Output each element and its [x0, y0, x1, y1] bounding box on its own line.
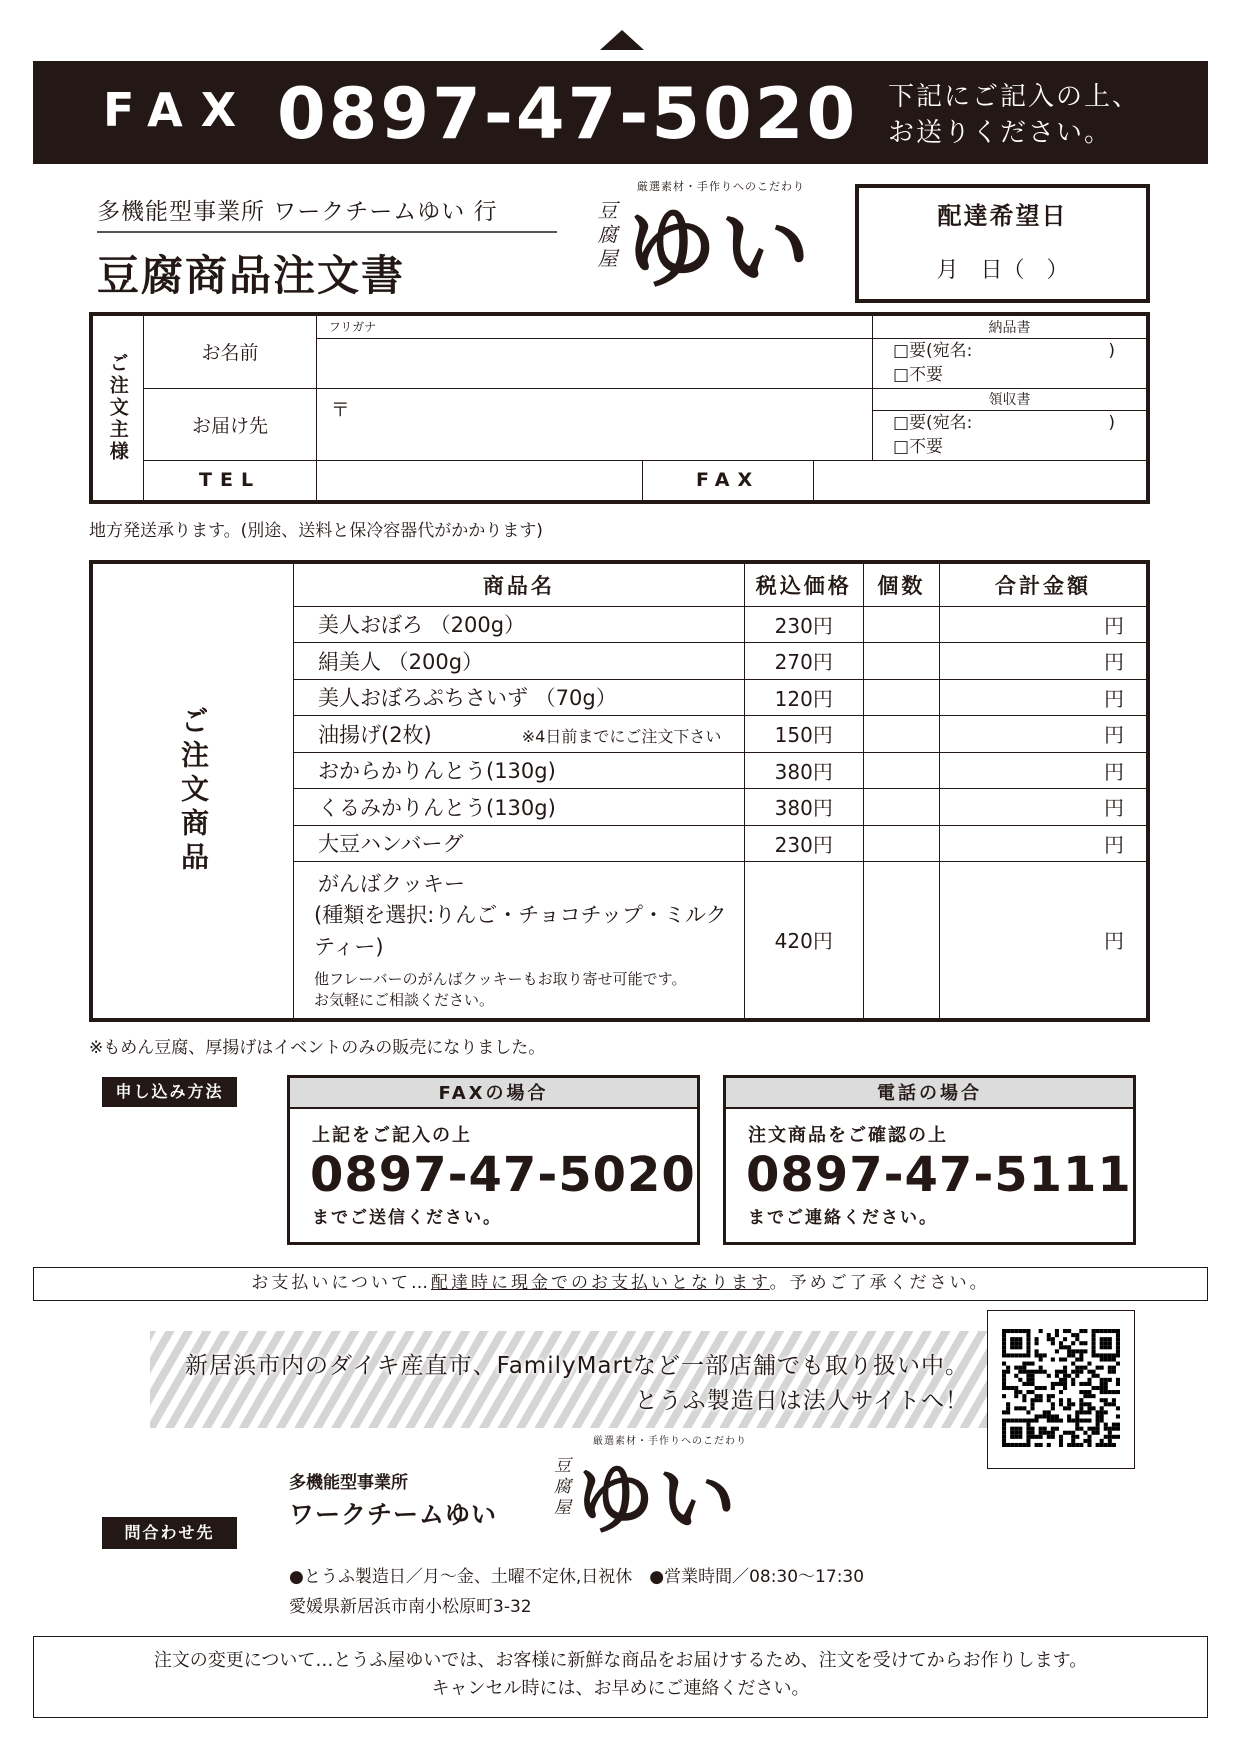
cookie-cell [294, 862, 745, 1020]
product-price: 120円 [744, 679, 863, 716]
phone-order-line: までご連絡ください。 [748, 1208, 938, 1228]
delivery-title: 配達希望日 [937, 202, 1068, 230]
name-label: お名前 [144, 314, 316, 388]
product-price: 150円 [744, 716, 863, 753]
product-side-label: ご注文商品 [91, 562, 294, 1020]
store-banner [150, 1331, 987, 1428]
logo-tagline: 厳選素材・手作りへのこだわり [637, 180, 805, 193]
payment-emphasis: 配達時に現金でのお支払いとなります [431, 1273, 770, 1293]
addressee: 多機能型事業所 ワークチームゆい 行 [97, 199, 498, 225]
page-title: 豆腐商品注文書 [97, 251, 406, 300]
phone-order-number: 0897-47-5111 [746, 1147, 1132, 1203]
total-field[interactable]: 円 [940, 752, 1148, 789]
invoice-need-checkbox[interactable]: □要(宛名: ) [892, 341, 1115, 361]
product-price: 230円 [744, 606, 863, 643]
logo-name: ゆい [626, 195, 814, 301]
product-price: 270円 [744, 643, 863, 680]
shop-logo [592, 180, 832, 302]
fax-field[interactable] [814, 460, 1148, 502]
total-field[interactable]: 円 [940, 862, 1148, 1020]
org-name: ワークチームゆい [289, 1500, 498, 1529]
fax-message [888, 79, 1140, 151]
fax-label: FAX [103, 83, 255, 137]
product-name: 絹美人 （200g） [294, 643, 745, 680]
header-product-name: 商品名 [294, 562, 745, 606]
tel-label: TEL [144, 460, 316, 502]
product-price: 380円 [744, 752, 863, 789]
contact-address: 愛媛県新居浜市南小松原町3-32 [289, 1597, 532, 1617]
footer-line: 注文の変更について…とうふ屋ゆいでは、お客様に新鮮な商品をお届けするため、注文を受けてからお作りします。 [153, 1650, 1088, 1671]
customer-side-label: ご注文主様 [91, 314, 144, 502]
phone-order-title: 電話の場合 [726, 1078, 1133, 1109]
product-name: 大豆ハンバーグ [294, 825, 745, 862]
address-field[interactable]: 〒 [316, 388, 872, 460]
qr-code[interactable] [987, 1310, 1135, 1469]
payment-note [33, 1267, 1208, 1301]
business-hours: ●とうふ製造日／月～金、土曜不定休,日祝休 ●営業時間／08:30～17:30 [289, 1567, 865, 1587]
order-method-label: 申し込み方法 [102, 1077, 237, 1107]
shop-logo-footer [548, 1436, 768, 1552]
fax-order-title: FAXの場合 [290, 1078, 697, 1109]
phone-order-line: 注文商品をご確認の上 [748, 1125, 948, 1146]
receipt-options[interactable] [872, 410, 1148, 460]
fax-order-box [287, 1075, 700, 1245]
order-change-note [33, 1636, 1208, 1718]
fax-order-line: までご送信ください。 [312, 1208, 502, 1228]
invoice-options[interactable] [872, 338, 1148, 388]
name-field[interactable] [316, 338, 872, 388]
discontinued-note: ※もめん豆腐、厚揚げはイベントのみの販売になりました。 [89, 1038, 546, 1058]
receipt-label: 領収書 [872, 388, 1148, 410]
quantity-field[interactable] [863, 789, 939, 826]
quantity-field[interactable] [863, 679, 939, 716]
product-name: がんばクッキー [318, 871, 465, 896]
product-name: くるみかりんとう(130g) [294, 789, 745, 826]
total-field[interactable]: 円 [940, 679, 1148, 716]
product-price: 420円 [744, 862, 863, 1020]
quantity-field[interactable] [863, 716, 939, 753]
quantity-field[interactable] [863, 752, 939, 789]
header-total: 合計金額 [940, 562, 1148, 606]
total-field[interactable]: 円 [940, 716, 1148, 753]
quantity-field[interactable] [863, 825, 939, 862]
store-line: 新居浜市内のダイキ産直市、FamilyMartなど一部店舗でも取り扱い中。 [185, 1353, 969, 1379]
address-label: お届け先 [144, 388, 316, 460]
receipt-need-checkbox[interactable]: □要(宛名: ) [892, 413, 1115, 433]
product-name: 美人おぼろ （200g） [294, 606, 745, 643]
logo-shop: 豆腐屋 [594, 200, 618, 272]
logo-name: ゆい [576, 1454, 741, 1545]
delivery-date-field[interactable]: 月 日（ ） [936, 258, 1069, 283]
store-line: とうふ製造日は法人サイトへ！ [634, 1388, 969, 1414]
product-name: おからかりんとう(130g) [294, 752, 745, 789]
header-price: 税込価格 [744, 562, 863, 606]
total-field[interactable]: 円 [940, 606, 1148, 643]
product-name: 油揚げ(2枚) [318, 722, 432, 747]
total-field[interactable]: 円 [940, 643, 1148, 680]
fax-banner [33, 61, 1208, 164]
shipping-note: 地方発送承ります。(別途、送料と保冷容器代がかかります) [89, 521, 543, 541]
divider [97, 231, 557, 233]
fax-number: 0897-47-5020 [277, 73, 859, 155]
qr-code-icon [1002, 1329, 1120, 1447]
product-table [89, 560, 1150, 1022]
fax-message-line: 下記にご記入の上、 [888, 82, 1141, 112]
cookie-note: 他フレーバーのがんばクッキーもお取り寄せ可能です。 [314, 970, 687, 988]
logo-tagline: 厳選素材・手作りへのこだわり [593, 1436, 747, 1447]
payment-prefix: お支払いについて… [251, 1273, 432, 1293]
fax-order-line: 上記をご記入の上 [312, 1125, 472, 1146]
cookie-note: お気軽にご相談ください。 [314, 991, 495, 1009]
customer-table [89, 312, 1150, 504]
product-price: 230円 [744, 825, 863, 862]
invoice-label: 納品書 [872, 314, 1148, 338]
up-arrow-icon [600, 30, 644, 50]
header-quantity: 個数 [863, 562, 939, 606]
logo-shop: 豆腐屋 [550, 1456, 570, 1519]
quantity-field[interactable] [863, 862, 939, 1020]
total-field[interactable]: 円 [940, 825, 1148, 862]
receipt-no-need-checkbox[interactable]: □不要 [892, 437, 943, 457]
phone-order-box [723, 1075, 1136, 1245]
fax-order-number: 0897-47-5020 [310, 1147, 696, 1203]
product-cell [294, 716, 745, 753]
tel-field[interactable] [316, 460, 642, 502]
total-field[interactable]: 円 [940, 789, 1148, 826]
payment-suffix: 。予めご了承ください。 [769, 1273, 990, 1293]
product-note: ※4日前までにご注文下さい [521, 726, 722, 746]
org-type: 多機能型事業所 [289, 1473, 408, 1493]
invoice-no-need-checkbox[interactable]: □不要 [892, 365, 943, 385]
contact-label: 問合わせ先 [102, 1517, 237, 1549]
delivery-date-box [855, 184, 1150, 303]
fax-label: FAX [642, 460, 813, 502]
product-name: 美人おぼろぷちさいず （70g） [294, 679, 745, 716]
furigana-field[interactable]: フリガナ [316, 314, 872, 338]
product-price: 380円 [744, 789, 863, 826]
footer-line: キャンセル時には、お早めにご連絡ください。 [431, 1678, 810, 1699]
cookie-variants: (種類を選択:りんご・チョコチップ・ミルクティー) [314, 903, 727, 959]
quantity-field[interactable] [863, 606, 939, 643]
quantity-field[interactable] [863, 643, 939, 680]
fax-message-line: お送りください。 [888, 118, 1113, 148]
